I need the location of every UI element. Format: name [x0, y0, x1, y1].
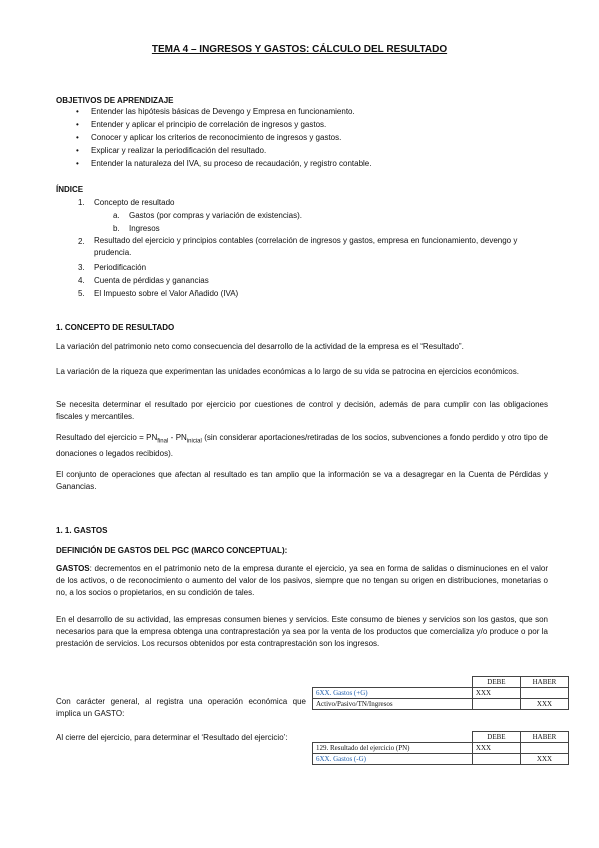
col-debe: DEBE	[472, 677, 520, 688]
index-item: 5. El Impuesto sobre el Valor Añadido (IVA)	[78, 289, 239, 298]
paragraph: Se necesita determinar el resultado por ejercicio por cuestiones de control y decisión, además de para cumplir con las obligaciones fiscales y mercantiles.	[56, 400, 548, 421]
journal-entry-table-2	[312, 731, 569, 765]
objective-item: • Entender la naturaleza del IVA, su proceso de recaudación, y registro contable.	[76, 159, 372, 168]
index-item: 4. Cuenta de pérdidas y ganancias	[78, 276, 209, 285]
table-row: 6XX. Gastos (-G) XXX	[313, 754, 569, 765]
section-heading: 1. 1. GASTOS	[56, 526, 108, 535]
formula-paragraph: Resultado del ejercicio = $PN_{final} - PN_{inicial}$ (sin considerar aportaciones/retiradas de los socios, subvenciones a fondo perdido y otro tipo de donaciones o legados recibidos).	[56, 433, 548, 458]
table-row: 6XX. Gastos (+G) XXX	[313, 688, 569, 699]
paragraph: En el desarrollo de su actividad, las empresas consumen bienes y servicios. Este consumo de bienes y servicios son los gastos, que son necesarios para que la empresa obtenga una contraprestación ya sea por la venta de los productos que comercializa y/o produce o por la prestación de servicios. Los recursos obtenidos por esta contraprestación son los ingresos.	[56, 615, 548, 648]
index-item: 1. Concepto de resultado	[78, 198, 175, 207]
page-title: TEMA 4 – INGRESOS Y GASTOS: CÁLCULO DEL RESULTADO	[151, 44, 448, 55]
col-debe: DEBE	[472, 732, 520, 743]
section-heading: 1. CONCEPTO DE RESULTADO	[56, 323, 175, 332]
index-subitem: b. Ingresos	[113, 224, 160, 233]
objective-item: • Explicar y realizar la periodificación del resultado.	[76, 146, 267, 155]
objective-item: • Entender las hipótesis básicas de Devengo y Empresa en funcionamiento.	[76, 107, 355, 116]
table1-caption: Con carácter general, al registra una operación económica que implica un GASTO:	[56, 697, 306, 718]
index-item: 2.	[78, 237, 85, 246]
definition-heading: DEFINICIÓN DE GASTOS DEL PGC (MARCO CONCEPTUAL):	[56, 546, 288, 555]
definition-paragraph: GASTOS: decrementos en el patrimonio neto de la empresa durante el ejercicio, ya sea en forma de salidas o disminuciones en el valor de los activos, o de reconocimiento o aumento del valor de los pasivos, siempre que no tengan su origen en distribuciones, monetarias o no, a los socios o propietarios, en su condición de tales.	[56, 564, 548, 597]
table-row: 129. Resultado del ejercicio (PN) XXX	[313, 743, 569, 754]
col-haber: HABER	[520, 732, 568, 743]
journal-entry-table-1	[312, 676, 569, 710]
objective-item: • Entender y aplicar el principio de correlación de ingresos y gastos.	[76, 120, 327, 129]
objective-item: • Conocer y aplicar los criterios de reconocimiento de ingresos y gastos.	[76, 133, 342, 142]
index-heading: ÍNDICE	[56, 185, 84, 194]
index-subitem: a. Gastos (por compras y variación de existencias).	[113, 211, 302, 220]
paragraph: La variación del patrimonio neto como consecuencia del desarrollo de la actividad de la empresa es el “Resultado”.	[56, 342, 464, 351]
objectives-heading: OBJETIVOS DE APRENDIZAJE	[56, 96, 174, 105]
table2-caption: Al cierre del ejercicio, para determinar el ‘Resultado del ejercicio’:	[56, 733, 288, 742]
index-item: 3. Periodificación	[78, 263, 147, 272]
paragraph: La variación de la riqueza que experimentan las unidades económicas a lo largo de su vida se patrocina en ejercicios económicos.	[56, 367, 519, 376]
table-row: Activo/Pasivo/TN/Ingresos XXX	[313, 699, 569, 710]
index-item-label: Resultado del ejercicio y principios contables (correlación de ingresos y gastos, empresa en funcionamiento, devengo y prudencia.	[94, 236, 518, 257]
col-haber: HABER	[520, 677, 568, 688]
paragraph: El conjunto de operaciones que afectan al resultado es tan amplio que la información se va a desagregar en la Cuenta de Pérdidas y Ganancias.	[56, 470, 548, 491]
